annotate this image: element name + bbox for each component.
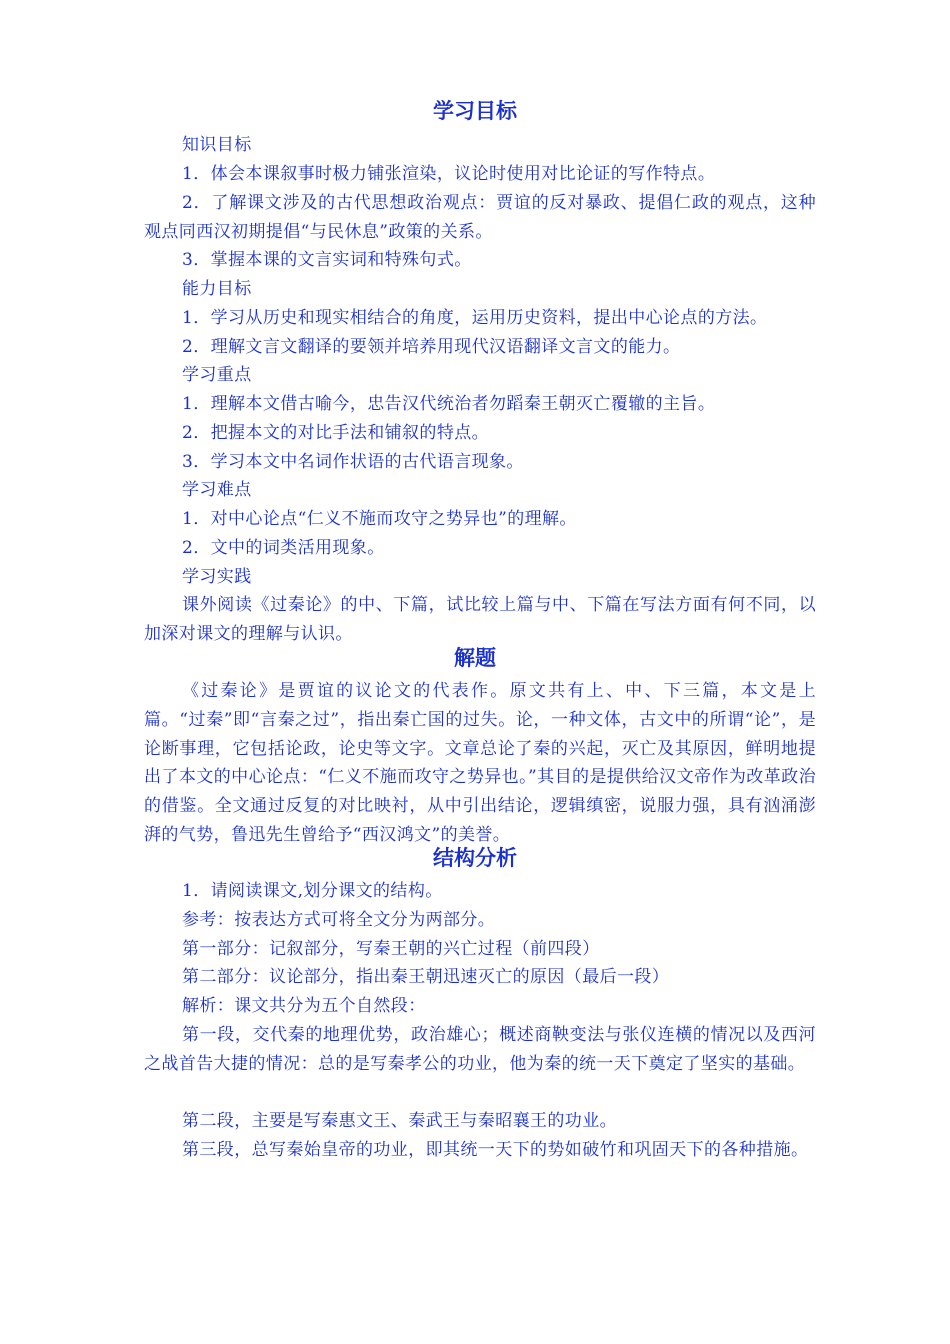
section-heading-structure: 结构分析 — [433, 846, 517, 870]
label-practice: 学习实践 — [182, 567, 252, 587]
structure-line-2: 参考：按表达方式可将全文分为两部分。 — [182, 910, 496, 930]
ability-goal-2: 2．理解文言文翻译的要领并培养用现代汉语翻译文言文的能力。 — [182, 337, 681, 357]
explanation-text: 《过秦论》是贾谊的议论文的代表作。原文共有上、中、下三篇，本文是上篇。“过秦”即“言秦之过”，指出秦亡国的过失。论，一种文体，古文中的所谓“论”，是论断事理，它包括论政，论史等文字。文章总论了秦的兴起，灭亡及其原因，鲜明地提出了本文的中心论点：“仁义不施而攻守之势异也。”其目的是提供给汉文帝作为改革政治的借鉴。全文通过反复的对比映衬，从中引出结论，逻辑缜密，说服力强，具有汹涌澎湃的气势，鲁迅先生曾给予“西汉鸿文”的美誉。 — [144, 681, 816, 845]
structure-line-1: 1．请阅读课文,划分课文的结构。 — [182, 881, 443, 901]
key-point-2: 2．把握本文的对比手法和铺叙的特点。 — [182, 423, 490, 443]
practice-text: 课外阅读《过秦论》的中、下篇，试比较上篇与中、下篇在写法方面有何不同，以加深对课文的理解与认识。 — [144, 595, 816, 644]
section-heading-explanation: 解题 — [454, 646, 496, 670]
section-heading-learning-goals: 学习目标 — [433, 99, 517, 123]
structure-line-5: 解析：课文共分为五个自然段： — [182, 996, 426, 1016]
paragraph-2-summary: 第二段，主要是写秦惠文王、秦武王与秦昭襄王的功业。 — [182, 1111, 617, 1131]
key-point-3: 3．学习本文中名词作状语的古代语言现象。 — [182, 452, 524, 472]
label-knowledge-goals: 知识目标 — [182, 135, 252, 155]
paragraph-3-summary: 第三段，总写秦始皇帝的功业，即其统一天下的势如破竹和巩固天下的各种措施。 — [182, 1140, 809, 1160]
knowledge-goal-1: 1．体会本课叙事时极力铺张渲染，议论时使用对比论证的写作特点。 — [182, 164, 716, 184]
difficulty-2: 2．文中的词类活用现象。 — [182, 538, 385, 558]
label-ability-goals: 能力目标 — [182, 279, 252, 299]
structure-line-3: 第一部分：记叙部分，写秦王朝的兴亡过程（前四段） — [182, 939, 600, 959]
paragraph-1-summary: 第一段，交代秦的地理优势，政治雄心；概述商鞅变法与张仪连横的情况以及西河之战首告大捷的情况：总的是写秦孝公的功业，他为秦的统一天下奠定了坚实的基础。 — [144, 1025, 816, 1074]
label-key-points: 学习重点 — [182, 365, 252, 385]
knowledge-goal-3: 3．掌握本课的文言实词和特殊句式。 — [182, 250, 472, 270]
knowledge-goal-2: 2．了解课文涉及的古代思想政治观点：贾谊的反对暴政、提倡仁政的观点，这种观点同西汉初期提倡“与民休息”政策的关系。 — [144, 193, 816, 242]
key-point-1: 1．理解本文借古喻今，忠告汉代统治者勿蹈秦王朝灭亡覆辙的主旨。 — [182, 394, 716, 414]
structure-line-4: 第二部分：议论部分，指出秦王朝迅速灭亡的原因（最后一段） — [182, 967, 670, 987]
label-difficulties: 学习难点 — [182, 480, 252, 500]
difficulty-1: 1．对中心论点“仁义不施而攻守之势异也”的理解。 — [182, 509, 577, 529]
ability-goal-1: 1．学习从历史和现实相结合的角度，运用历史资料，提出中心论点的方法。 — [182, 308, 768, 328]
